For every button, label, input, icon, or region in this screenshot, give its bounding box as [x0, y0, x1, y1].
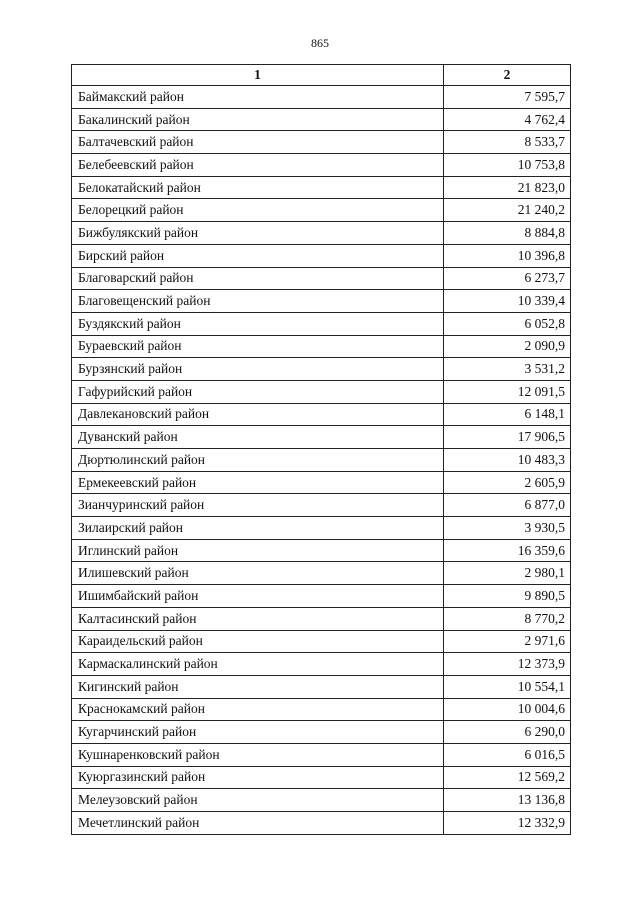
district-name-cell: Благоварский район	[72, 267, 444, 290]
amount-cell: 12 091,5	[444, 380, 571, 403]
amount-cell: 9 890,5	[444, 585, 571, 608]
table-row	[72, 380, 571, 403]
district-name-cell: Ишимбайский район	[72, 585, 444, 608]
amount-cell: 6 016,5	[444, 743, 571, 766]
table-row	[72, 199, 571, 222]
amount-cell: 12 569,2	[444, 766, 571, 789]
amount-cell: 8 770,2	[444, 607, 571, 630]
district-name-cell: Дюртюлинский район	[72, 449, 444, 472]
table-row	[72, 517, 571, 540]
district-name-cell: Караидельский район	[72, 630, 444, 653]
amount-cell: 2 980,1	[444, 562, 571, 585]
district-name-cell: Илишевский район	[72, 562, 444, 585]
district-name-cell: Бижбулякский район	[72, 222, 444, 245]
amount-cell: 3 531,2	[444, 358, 571, 381]
amount-cell: 10 396,8	[444, 244, 571, 267]
table-header-row	[72, 65, 571, 86]
district-name-cell: Давлекановский район	[72, 403, 444, 426]
table-row	[72, 426, 571, 449]
district-name-cell: Мечетлинский район	[72, 812, 444, 835]
amount-cell: 6 148,1	[444, 403, 571, 426]
table-row	[72, 812, 571, 835]
table-row	[72, 154, 571, 177]
page-number: 865	[311, 36, 329, 50]
table-row	[72, 539, 571, 562]
district-name-cell: Куюргазинский район	[72, 766, 444, 789]
table-row	[72, 585, 571, 608]
amount-cell: 17 906,5	[444, 426, 571, 449]
district-name-cell: Кушнаренковский район	[72, 743, 444, 766]
district-name-cell: Кигинский район	[72, 675, 444, 698]
district-name-cell: Краснокамский район	[72, 698, 444, 721]
district-name-cell: Ермекеевский район	[72, 471, 444, 494]
amount-cell: 6 290,0	[444, 721, 571, 744]
district-name-cell: Бурзянский район	[72, 358, 444, 381]
amount-cell: 6 273,7	[444, 267, 571, 290]
amount-cell: 12 332,9	[444, 812, 571, 835]
district-name-cell: Бирский район	[72, 244, 444, 267]
district-name-cell: Белокатайский район	[72, 176, 444, 199]
district-name-cell: Балтачевский район	[72, 131, 444, 154]
table-row	[72, 267, 571, 290]
district-name-cell: Дуванский район	[72, 426, 444, 449]
district-name-cell: Гафурийский район	[72, 380, 444, 403]
table-row	[72, 653, 571, 676]
table-row	[72, 562, 571, 585]
district-name-cell: Кармаскалинский район	[72, 653, 444, 676]
table-row	[72, 131, 571, 154]
table-row	[72, 766, 571, 789]
table-row	[72, 698, 571, 721]
table-row	[72, 675, 571, 698]
amount-cell: 12 373,9	[444, 653, 571, 676]
amount-cell: 10 753,8	[444, 154, 571, 177]
district-name-cell: Иглинский район	[72, 539, 444, 562]
table-row	[72, 86, 571, 109]
amount-cell: 10 554,1	[444, 675, 571, 698]
district-name-cell: Бураевский район	[72, 335, 444, 358]
amount-cell: 6 052,8	[444, 312, 571, 335]
table-row	[72, 789, 571, 812]
table-row	[72, 335, 571, 358]
district-name-cell: Буздякский район	[72, 312, 444, 335]
table-row	[72, 108, 571, 131]
table-row	[72, 721, 571, 744]
district-name-cell: Кугарчинский район	[72, 721, 444, 744]
amount-cell: 2 971,6	[444, 630, 571, 653]
data-table	[71, 64, 571, 835]
amount-cell: 2 090,9	[444, 335, 571, 358]
district-name-cell: Мелеузовский район	[72, 789, 444, 812]
table-row	[72, 403, 571, 426]
district-name-cell: Баймакский район	[72, 86, 444, 109]
table-body	[72, 86, 571, 835]
table-row	[72, 312, 571, 335]
amount-cell: 21 823,0	[444, 176, 571, 199]
district-name-cell: Белорецкий район	[72, 199, 444, 222]
district-name-cell: Зилаирский район	[72, 517, 444, 540]
district-name-cell: Бакалинский район	[72, 108, 444, 131]
column-header-2: 2	[444, 65, 571, 86]
amount-cell: 8 884,8	[444, 222, 571, 245]
table-row	[72, 743, 571, 766]
district-name-cell: Благовещенский район	[72, 290, 444, 313]
amount-cell: 10 004,6	[444, 698, 571, 721]
table-row	[72, 358, 571, 381]
amount-cell: 3 930,5	[444, 517, 571, 540]
table-row	[72, 494, 571, 517]
amount-cell: 16 359,6	[444, 539, 571, 562]
amount-cell: 2 605,9	[444, 471, 571, 494]
table-row	[72, 176, 571, 199]
table-row	[72, 244, 571, 267]
table-row	[72, 449, 571, 472]
district-name-cell: Калтасинский район	[72, 607, 444, 630]
district-name-cell: Зианчуринский район	[72, 494, 444, 517]
amount-cell: 10 339,4	[444, 290, 571, 313]
district-name-cell: Белебеевский район	[72, 154, 444, 177]
table-row	[72, 607, 571, 630]
table-row	[72, 290, 571, 313]
table-row	[72, 630, 571, 653]
table-row	[72, 471, 571, 494]
amount-cell: 13 136,8	[444, 789, 571, 812]
amount-cell: 7 595,7	[444, 86, 571, 109]
amount-cell: 6 877,0	[444, 494, 571, 517]
column-header-1: 1	[72, 65, 444, 86]
table-row	[72, 222, 571, 245]
amount-cell: 8 533,7	[444, 131, 571, 154]
amount-cell: 21 240,2	[444, 199, 571, 222]
amount-cell: 4 762,4	[444, 108, 571, 131]
amount-cell: 10 483,3	[444, 449, 571, 472]
